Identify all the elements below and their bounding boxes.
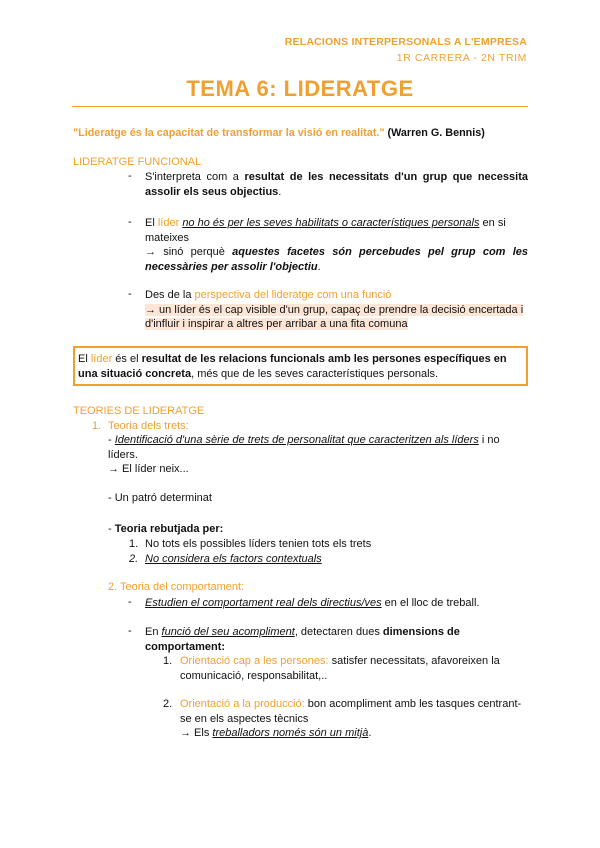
course-subtitle: 1R CARRERA - 2N TRIM [396,52,527,64]
quote-author: (Warren G. Bennis) [387,127,485,139]
bullet-dash: - [128,288,132,300]
title-divider [72,106,528,107]
highlighted-text: → un líder és el cap visible d'un grup, capaç de prendre la decisió encertada i d'influir i inspirar a altres per arribar a una fita comuna [145,303,524,330]
teoria-1-reason-2: No considera els factors contextuals [145,553,322,565]
bold-text: resultat de les relacions funcionals amb les persones específiques en una situació concreta [78,353,507,380]
quote-text: "Lideratge és la capacitat de transformar la visió en realitat." [73,127,385,139]
text: - [108,434,115,446]
bullet-dash: - [128,625,132,637]
orange-text: perspectiva del lideratge com una funció [194,289,392,301]
italic-text: Identificació d'una sèrie de trets de personalitat que caracteritzen als líders [114,434,479,446]
definition-text [78,352,524,381]
orange-text: Orientació a la producció: [180,698,305,710]
funcional-bullet-2 [145,216,528,274]
text: és el [112,353,142,365]
lider-word: líder [90,353,113,365]
teoria-2-label: 2. Teoria del comportament: [108,581,245,593]
lider-word: líder [157,217,180,229]
teoria-1-line-1 [108,433,528,462]
italic-text: funció del seu acompliment [161,626,295,638]
quote [73,126,533,141]
text: El [78,353,91,365]
text: - [108,523,115,535]
sub-number: 1. [129,538,139,550]
text: Des de la [145,289,195,301]
bold-text: dimensions de comportament: [145,626,460,653]
bold-italic-text: aquestes facetes són percebudes pel grup com les necessàries per assolir l'objectiu [145,246,528,273]
arrow-text: → Els [180,727,213,739]
orientacio-produccio [180,697,525,741]
text: , detectaren dues [294,626,383,638]
course-title: RELACIONS INTERPERSONALS A L'EMPRESA [284,36,527,48]
section-heading-funcional: LIDERATGE FUNCIONAL [73,156,202,168]
bullet-dash: - [128,216,132,228]
text: S'interpreta com a [145,171,245,183]
orientacio-persones [180,654,520,683]
bold-text: resultat de les necessitats d'un grup que necessita assolir els seus objectius [145,171,528,198]
teoria-1-number: 1. [92,420,102,432]
text: bon acompliment amb les tasques centrant-se en els aspectes tècnics [180,698,522,725]
text: en si mateixes [145,217,506,244]
bold-text: Teoria rebutjada per: [114,523,224,535]
text: . [317,260,321,273]
italic-text: treballadors només són un mitjà [212,727,369,739]
teoria-1-label: Teoria dels trets: [108,420,189,432]
text: . [278,185,282,198]
italic-text: no ho és per les seves habilitats o característiques personals [182,217,480,229]
teoria-1-line-4 [108,522,223,537]
text: El [145,217,158,229]
sub-number: 2. [129,553,139,565]
text: , més que de les seves característiques personals. [191,367,439,380]
sub-number: 2. [163,698,173,710]
text: en el lloc de treball. [381,597,480,609]
teoria-2-bullet-2 [145,625,475,654]
funcional-bullet-1 [145,170,528,199]
text: En [145,626,162,638]
teoria-1-line-2: → El líder neix... [108,463,189,475]
page-title: TEMA 6: LIDERATGE [186,76,414,101]
italic-text: Estudien el comportament real dels directius/ves [145,597,382,609]
teoria-1-line-3: - Un patró determinat [108,492,212,504]
orange-text: Orientació cap a les persones: [180,655,329,667]
bullet-dash: - [128,170,132,182]
funcional-bullet-3 [145,288,530,332]
text: i no líders. [108,434,500,461]
teoria-2-bullet-1 [145,596,530,611]
text: satisfer necessitats, afavoreixen la comunicació, responsabilitat,.. [180,655,500,682]
section-heading-teories: TEORIES DE LIDERATGE [73,405,205,417]
arrow-text: → sinó perquè [145,246,233,258]
sub-number: 1. [163,655,173,667]
bullet-dash: - [128,596,132,608]
text: . [368,727,372,739]
teoria-1-reason-1: No tots els possibles líders tenien tots els trets [145,538,372,550]
